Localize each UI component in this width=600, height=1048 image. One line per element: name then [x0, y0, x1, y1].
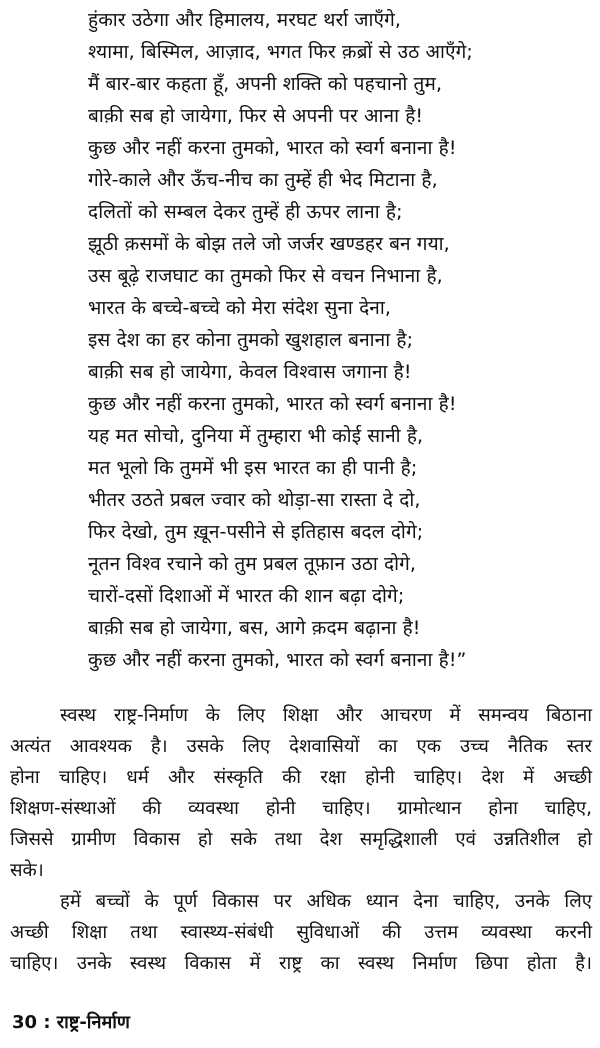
poem-line: भारत के बच्चे-बच्चे को मेरा संदेश सुना देना, — [88, 297, 391, 319]
poem-line: मैं बार-बार कहता हूँ, अपनी शक्ति को पहचानो तुम, — [88, 73, 443, 95]
poem-line: भीतर उठते प्रबल ज्वार को थोड़ा-सा रास्ता दे दो, — [88, 489, 421, 511]
poem-line: नूतन विश्व रचाने को तुम प्रबल तूफ़ान उठा दोगे, — [88, 553, 417, 575]
poem-line: कुछ और नहीं करना तुमको, भारत को स्वर्ग बनाना है! — [88, 393, 457, 415]
poem-line: उस बूढ़े राजघाट का तुमको फिर से वचन निभाना है, — [88, 265, 443, 287]
poem-line: झूठी क़समों के बोझ तले जो जर्जर खण्डहर बन गया, — [88, 233, 450, 255]
paragraph-line: जिससे ग्रामीण विकास हो सके तथा देश समृद्धिशाली एवं उन्नतिशील हो — [10, 829, 592, 850]
paragraph-line: शिक्षण-संस्थाओं की व्यवस्था होनी चाहिए। ग्रामोत्थान होना चाहिए, — [10, 798, 592, 819]
poem-line: हुंकार उठेगा और हिमालय, मरघट थर्रा जाएँगे, — [88, 9, 402, 31]
poem-line: दलितों को सम्बल देकर तुम्हें ही ऊपर लाना है; — [88, 201, 403, 223]
poem-line: फिर देखो, तुम ख़ून-पसीने से इतिहास बदल दोगे; — [88, 521, 424, 543]
poem-line: बाक़ी सब हो जायेगा, बस, आगे क़दम बढ़ाना है! — [88, 617, 421, 639]
poem-line: कुछ और नहीं करना तुमको, भारत को स्वर्ग बनाना है!” — [88, 649, 467, 671]
poem-line: बाक़ी सब हो जायेगा, फिर से अपनी पर आना है! — [88, 105, 424, 127]
poem-line: कुछ और नहीं करना तुमको, भारत को स्वर्ग बनाना है! — [88, 137, 457, 159]
paragraph-line: अत्यंत आवश्यक है। उसके लिए देशवासियों का एक उच्च नैतिक स्तर — [10, 736, 592, 757]
paragraph-2 — [10, 886, 592, 979]
paragraph-1 — [10, 700, 592, 886]
paragraph-line: हमें बच्चों के पूर्ण विकास पर अधिक ध्यान देना चाहिए, उनके लिए — [60, 891, 592, 912]
poem-line: चारों-दसों दिशाओं में भारत की शान बढ़ा दोगे; — [88, 585, 405, 607]
poem-line: श्यामा, बिस्मिल, आज़ाद, भगत फिर क़ब्रों से उठ आएँगे; — [88, 41, 473, 63]
paragraph-line: चाहिए। उनके स्वस्थ विकास में राष्ट्र का स्वस्थ निर्माण छिपा होता है। — [10, 953, 592, 974]
page-footer: 30 : राष्ट्र-निर्माण — [12, 1012, 130, 1033]
poem-line: इस देश का हर कोना तुमको खुशहाल बनाना है; — [88, 329, 414, 351]
paragraph-line: सके। — [10, 860, 44, 881]
paragraph-line: होना चाहिए। धर्म और संस्कृति की रक्षा होनी चाहिए। देश में अच्छी — [10, 767, 592, 788]
poem-line: मत भूलो कि तुममें भी इस भारत का ही पानी है; — [88, 457, 418, 479]
paragraph-line: अच्छी शिक्षा तथा स्वास्थ्य-संबंधी सुविधाओं की उत्तम व्यवस्था करनी — [10, 922, 592, 943]
poem-line: गोरे-काले और ऊँच-नीच का तुम्हें ही भेद मिटाना है, — [88, 169, 438, 191]
paragraph-line: स्वस्थ राष्ट्र-निर्माण के लिए शिक्षा और आचरण में समन्वय बिठाना — [60, 705, 592, 726]
poem-line: बाक़ी सब हो जायेगा, केवल विश्वास जगाना है! — [88, 361, 412, 383]
poem-line: यह मत सोचो, दुनिया में तुम्हारा भी कोई सानी है, — [88, 425, 424, 447]
